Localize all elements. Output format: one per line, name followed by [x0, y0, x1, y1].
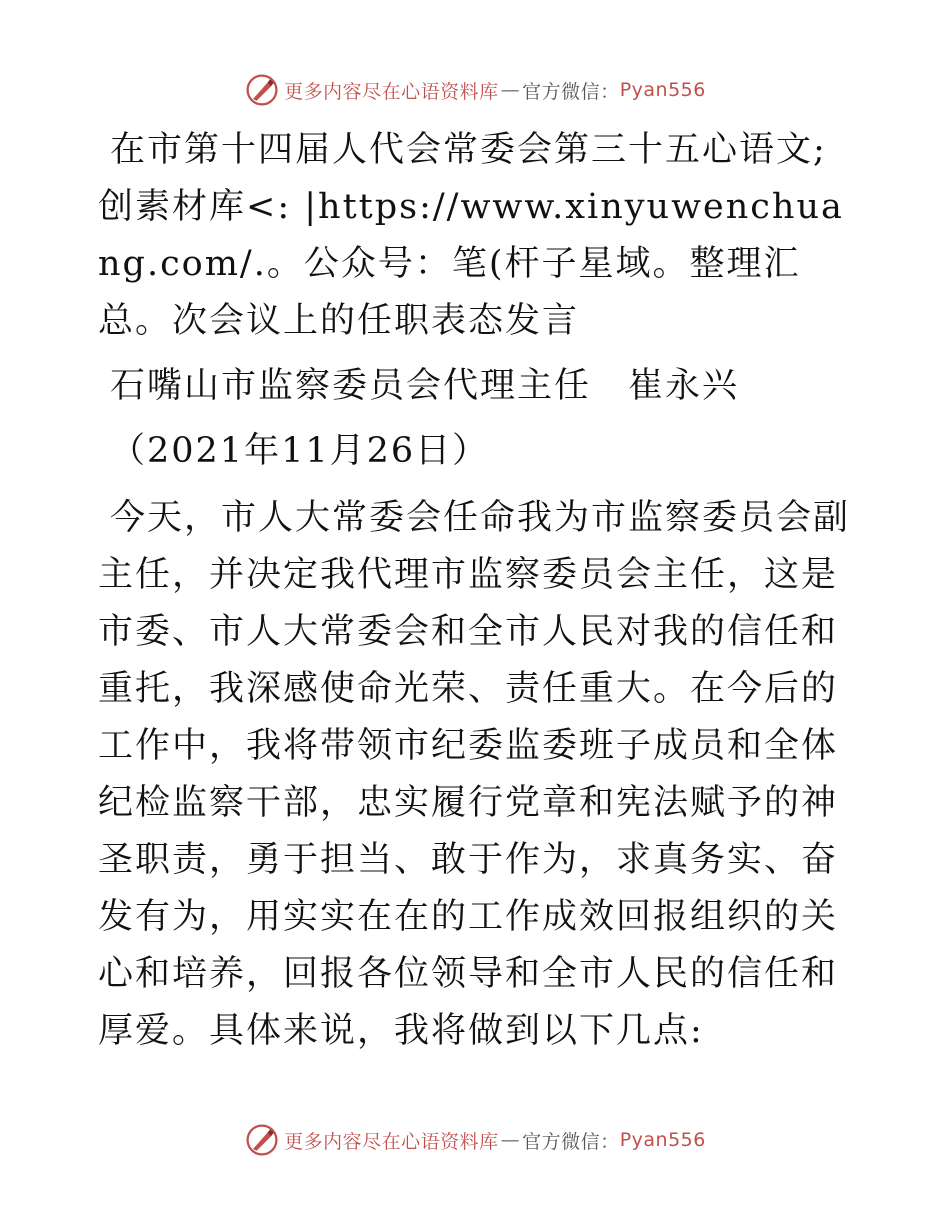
watermark-prefix: 更多内容尽在心语资料库 [284, 80, 499, 103]
watermark-wechat-id: Pyan556 [619, 79, 706, 101]
pen-logo-icon [244, 72, 280, 108]
document-title: 在市第十四届人代会常委会第三十五心语文;创素材库<: |https://www.xinyuwenchuang.com/.。公众号：笔(杆子星域。整理汇总。次会议上的任职表态发言 [98, 130, 844, 341]
document-paragraph: 今天，市人大常委会任命我为市监察委员会副主任，并决定我代理市监察委员会主任，这是市委、市人大常委会和全市人民对我的信任和重托，我深感使命光荣、责任重大。在今后的工作中，我将带领市纪委监委班子成员和全体纪检监察干部，忠实履行党章和宪法赋予的神圣职责，勇于担当、敢于作为，求真务实、奋发有为，用实实在在的工作成效回报组织的关心和培养，回报各位领导和全市人民的信任和厚爱。具体来说，我将做到以下几点: [98, 498, 851, 1051]
watermark-wechat-label: 官方微信： [522, 1130, 620, 1153]
document-date: （2021年11月26日） [110, 431, 490, 471]
watermark-header [0, 72, 950, 108]
watermark-wechat-label: 官方微信： [522, 80, 620, 103]
pen-logo-icon [244, 1122, 280, 1158]
watermark-prefix: 更多内容尽在心语资料库 [284, 1130, 499, 1153]
watermark-wechat-id: Pyan556 [619, 1129, 706, 1151]
document-body [98, 122, 854, 1060]
watermark-separator: — [500, 1129, 521, 1151]
watermark-footer [0, 1122, 950, 1158]
watermark-separator: — [500, 79, 521, 101]
document-byline: 石嘴山市监察委员会代理主任 崔永兴 [110, 366, 740, 406]
